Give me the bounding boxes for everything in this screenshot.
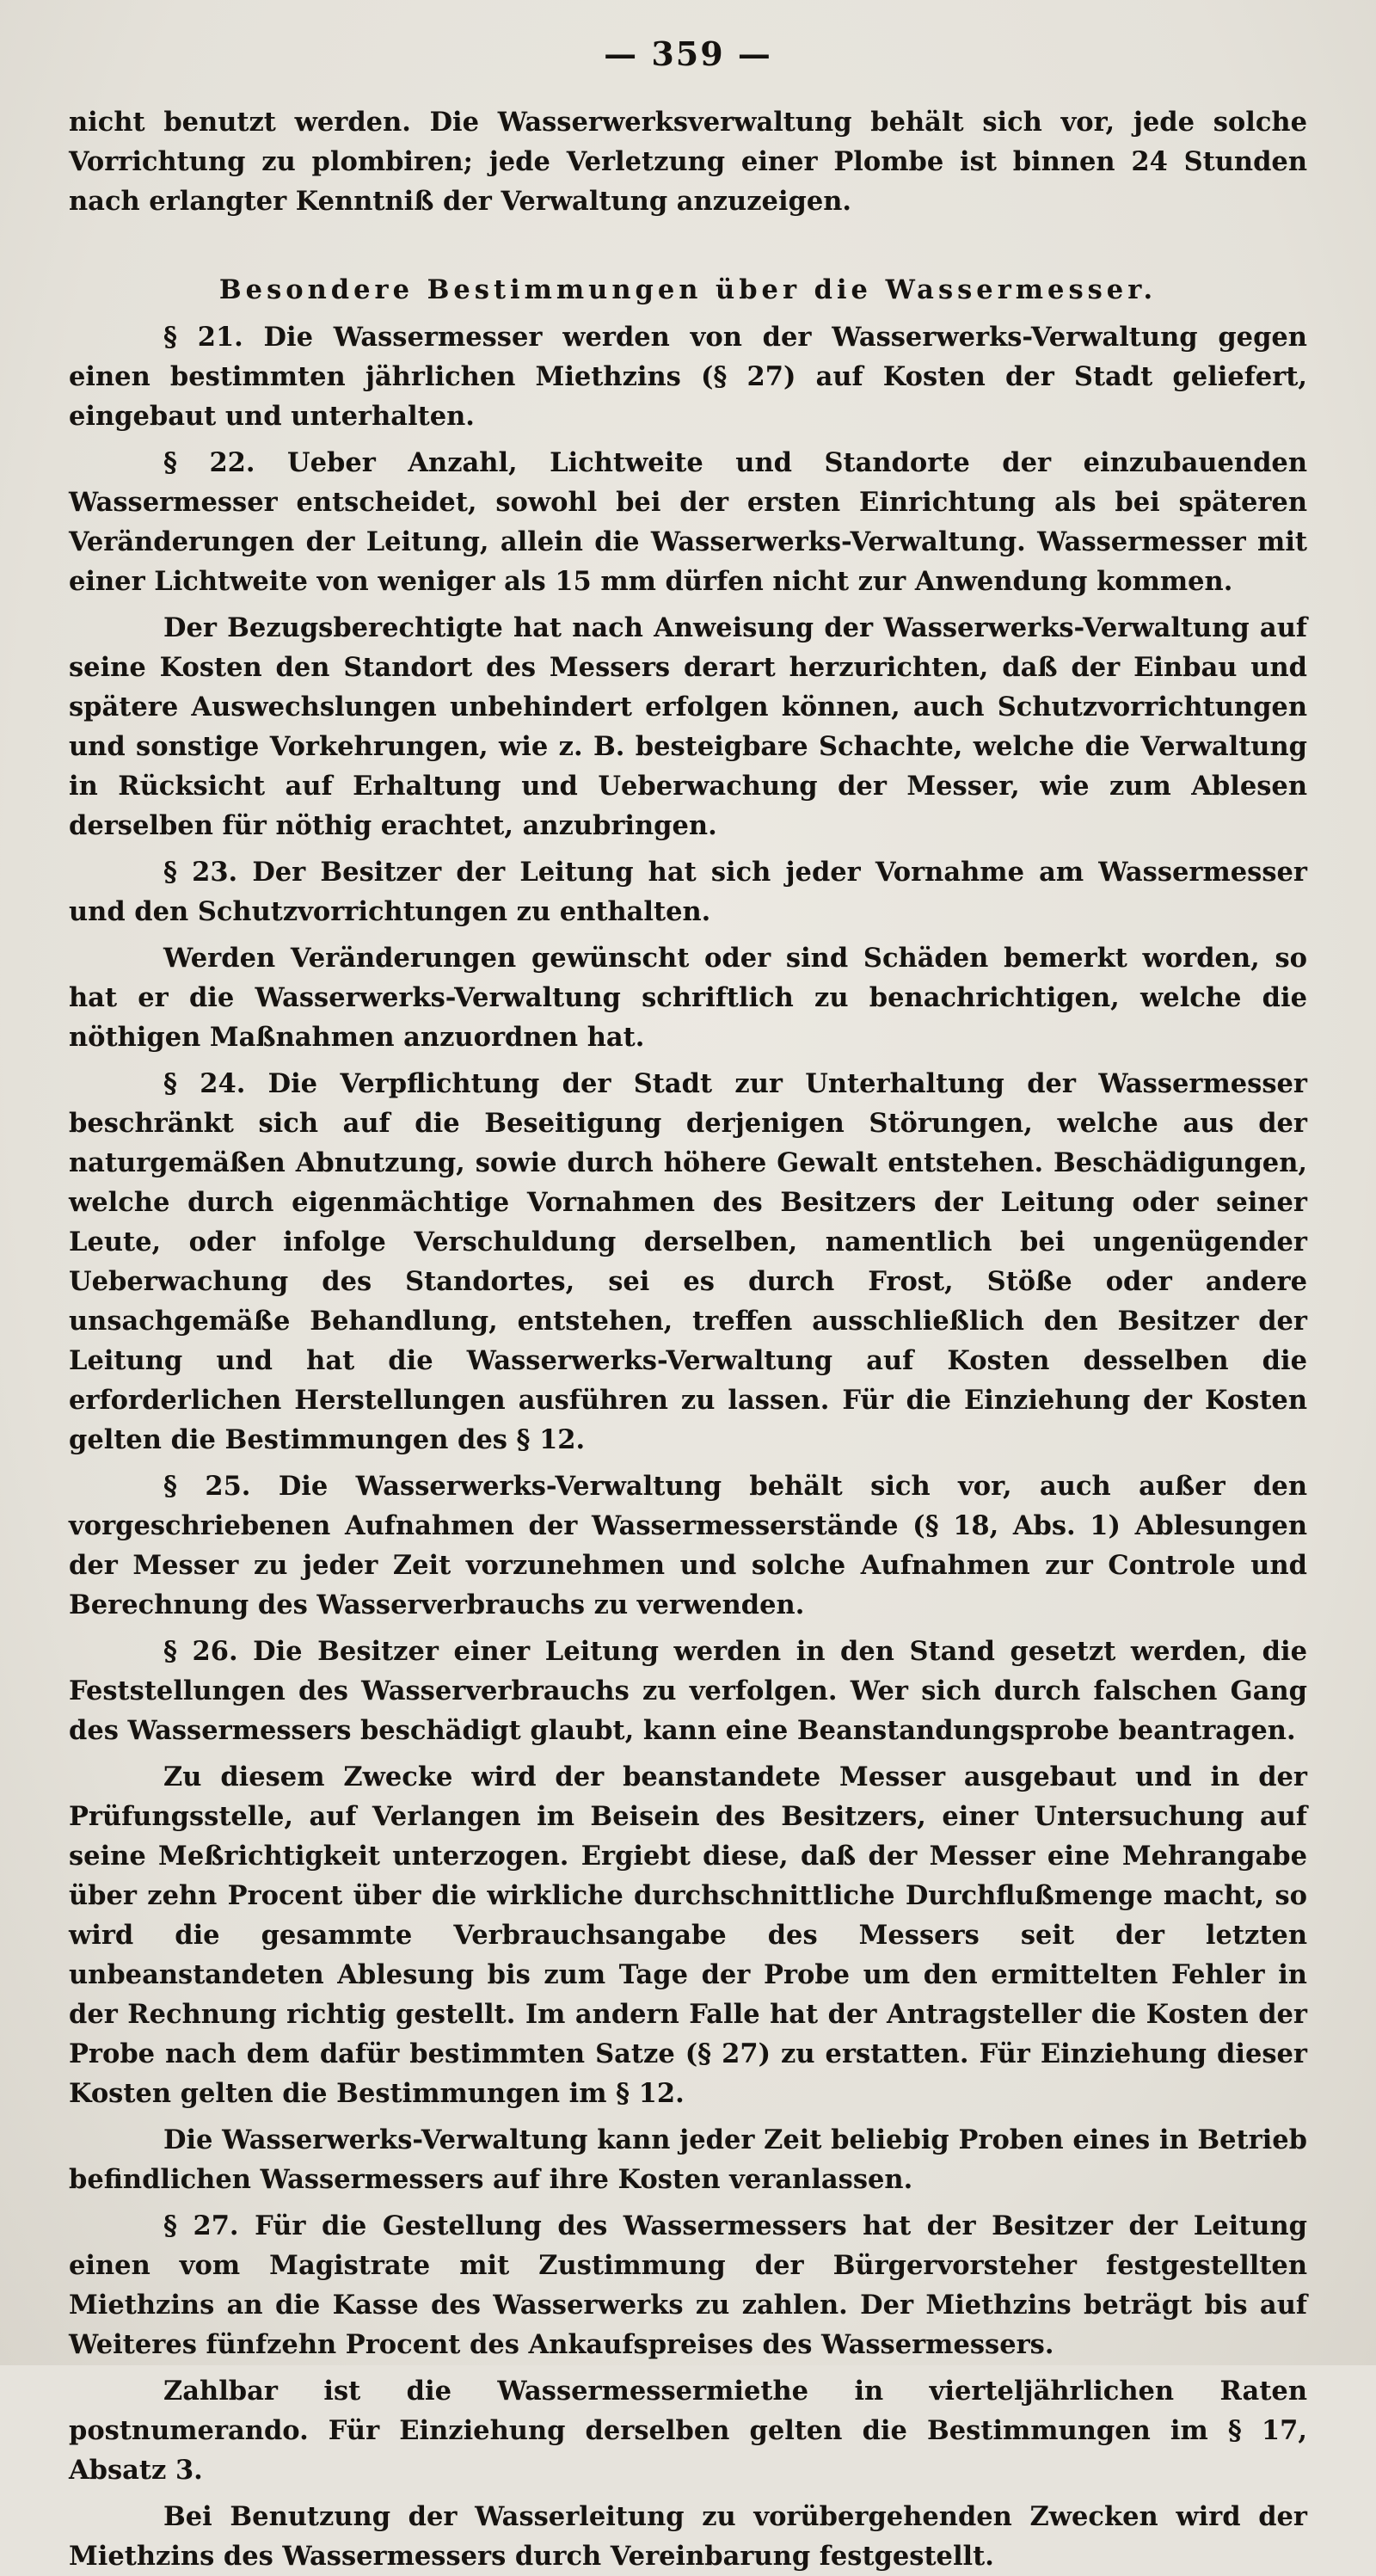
paragraph-section-26-c: Die Wasserwerks-Verwaltung kann jeder Zeit beliebig Proben eines in Betrieb befindlichen Wassermessers auf ihre Kosten veranlassen.: [69, 2124, 1307, 2195]
paragraph-section-26-b: Zu diesem Zwecke wird der beanstandete Messer ausgebaut und in der Prüfungsstelle, auf Verlangen im Beisein des Besitzers, einer Untersuchung auf seine Meßrichtigkeit unterzogen. Ergiebt diese, daß der Messer eine Mehrangabe über zehn Procent über die wirkliche durchschnittliche Durchflußmenge macht, so wird die gesammte Verbrauchsangabe des Messers seit der letzten unbeanstandeten Ablesung bis zum Tage der Probe um den ermittelten Fehler in der Rechnung richtig gestellt. Im andern Falle hat der Antragsteller die Kosten der Probe nach dem dafür bestimmten Satze (§ 27) zu erstatten. Für Einziehung dieser Kosten gelten die Bestimmungen im § 12.: [69, 1761, 1307, 2109]
paragraph-section-23-b: Werden Veränderungen gewünscht oder sind Schäden bemerkt worden, so hat er die Wasserwerks-Verwaltung schriftlich zu benachrichtigen, welche die nöthigen Maßnahmen anzuordnen hat.: [69, 943, 1307, 1053]
paragraph-section-22: § 22. Ueber Anzahl, Lichtweite und Standorte der einzubauenden Wassermesser entscheidet, sowohl bei der ersten Einrichtung als bei späteren Veränderungen der Leitung, allein die Wasserwerks-Verwaltung. Wassermesser mit einer Lichtweite von weniger als 15 mm dürfen nicht zur Anwendung kommen.: [69, 447, 1307, 597]
paragraph-section-27-c: Bei Benutzung der Wasserleitung zu vorübergehenden Zwecken wird der Miethzins des Wassermessers durch Vereinbarung festgestellt.: [69, 2501, 1307, 2572]
paragraph-section-22-b: Der Bezugsberechtigte hat nach Anweisung der Wasserwerks-Verwaltung auf seine Kosten den Standort des Messers derart herzurichten, daß der Einbau und spätere Auswechslungen unbehindert erfolgen können, auch Schutzvorrichtungen und sonstige Vorkehrungen, wie z. B. besteigbare Schachte, welche die Verwaltung in Rücksicht auf Erhaltung und Ueberwachung der Messer, wie zum Ablesen derselben für nöthig erachtet, anzubringen.: [69, 612, 1307, 841]
paragraph-section-27: § 27. Für die Gestellung des Wassermessers hat der Besitzer der Leitung einen vom Magistrate mit Zustimmung der Bürgervorsteher festgestellten Miethzins an die Kasse des Wasserwerks zu zahlen. Der Miethzins beträgt bis auf Weiteres fünfzehn Procent des Ankaufspreises des Wassermessers.: [69, 2210, 1307, 2360]
paragraph-section-23: § 23. Der Besitzer der Leitung hat sich jeder Vornahme am Wassermesser und den Schutzvorrichtungen zu enthalten.: [69, 857, 1307, 927]
paragraph-section-24: § 24. Die Verpflichtung der Stadt zur Unterhaltung der Wassermesser beschränkt sich auf die Beseitigung derjenigen Störungen, welche aus der naturgemäßen Abnutzung, sowie durch höhere Gewalt entstehen. Beschädigungen, welche durch eigenmächtige Vornahmen des Besitzers der Leitung oder seiner Leute, oder infolge Verschuldung derselben, namentlich bei ungenügender Ueberwachung des Standortes, sei es durch Frost, Stöße oder andere unsachgemäße Behandlung, entstehen, treffen ausschließlich den Besitzer der Leitung und hat die Wasserwerks-Verwaltung auf Kosten desselben die erforderlichen Herstellungen ausführen zu lassen. Für die Einziehung der Kosten gelten die Bestimmungen des § 12.: [69, 1068, 1307, 1455]
paragraph-intro: nicht benutzt werden. Die Wasserwerksverwaltung behält sich vor, jede solche Vorrichtung zu plombiren; jede Verletzung einer Plombe ist binnen 24 Stunden nach erlangter Kenntniß der Verwaltung anzuzeigen.: [69, 107, 1307, 217]
paragraph-section-26: § 26. Die Besitzer einer Leitung werden in den Stand gesetzt werden, die Feststellungen des Wasserverbrauchs zu verfolgen. Wer sich durch falschen Gang des Wassermessers beschädigt glaubt, kann eine Beanstandungsprobe beantragen.: [69, 1636, 1307, 1746]
paragraph-section-25: § 25. Die Wasserwerks-Verwaltung behält sich vor, auch außer den vorgeschriebenen Aufnahmen der Wassermesserstände (§ 18, Abs. 1) Ablesungen der Messer zu jeder Zeit vorzunehmen und solche Aufnahmen zur Controle und Berechnung des Wasserverbrauchs zu verwenden.: [69, 1471, 1307, 1620]
paragraph-section-21: § 21. Die Wassermesser werden von der Wasserwerks-Verwaltung gegen einen bestimmten jährlichen Miethzins (§ 27) auf Kosten der Stadt geliefert, eingebaut und unterhalten.: [69, 322, 1307, 432]
paragraph-section-27-b: Zahlbar ist die Wassermessermiethe in vierteljährlichen Raten postnumerando. Für Einziehung derselben gelten die Bestimmungen im § 17, Absatz 3.: [69, 2376, 1307, 2486]
section-heading: Besondere Bestimmungen über die Wassermesser.: [218, 274, 1158, 305]
page-number: — 359 —: [604, 34, 772, 73]
